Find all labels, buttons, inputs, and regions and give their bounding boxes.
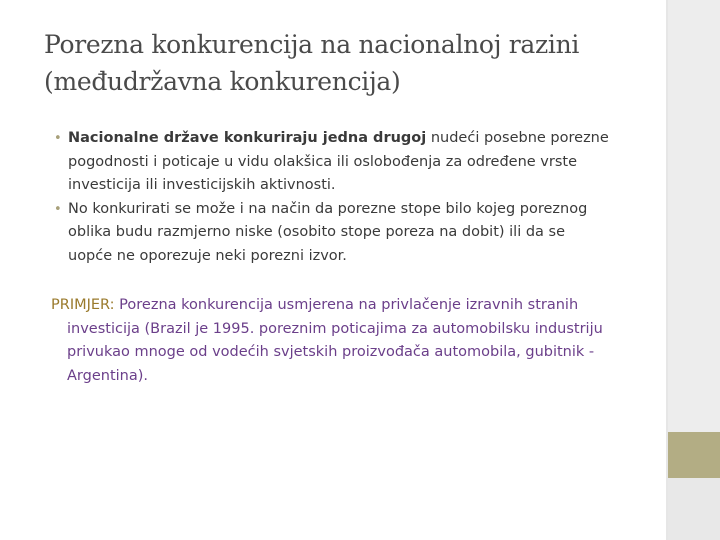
sidebar-band-bottom bbox=[668, 478, 720, 540]
bullet-bold-text: Nacionalne države konkuriraju jedna drugoj bbox=[68, 130, 427, 146]
example-paragraph bbox=[51, 294, 637, 388]
title-line-2: (međudržavna konkurencija) bbox=[44, 67, 401, 96]
example-text: Porezna konkurencija usmjerena na privlačenje izravnih stranih investicija (Brazil je 1995. poreznim poticajima za automobilsku industriju privukao mnoge od vodećih svjetskih proizvođača automobila, gubitnik - Argentina). bbox=[67, 297, 603, 384]
bullet-item bbox=[52, 198, 612, 269]
decorative-sidebar bbox=[666, 0, 720, 540]
bullet-text: No konkurirati se može i na način da porezne stope bilo kojeg poreznog oblika budu razmjerno niske (osobito stope poreza na dobit) ili da se uopće ne oporezuje neki porezni izvor. bbox=[68, 200, 588, 264]
bullet-dot-icon: • bbox=[54, 131, 62, 146]
sidebar-band-top bbox=[668, 0, 720, 432]
bullet-list bbox=[52, 127, 612, 268]
sidebar-band-accent bbox=[668, 432, 720, 478]
bullet-text: nudeći posebne porezne pogodnosti i poticaje u vidu olakšica ili oslobođenja za određene vrste investicija ili investicijskih aktivnosti. bbox=[68, 130, 609, 193]
title-line-1: Porezna konkurencija na nacionalnoj razini bbox=[44, 30, 580, 59]
bullet-dot-icon: • bbox=[54, 201, 62, 217]
slide-title bbox=[44, 26, 644, 100]
bullet-item bbox=[52, 127, 612, 198]
example-label: PRIMJER: bbox=[51, 297, 115, 313]
